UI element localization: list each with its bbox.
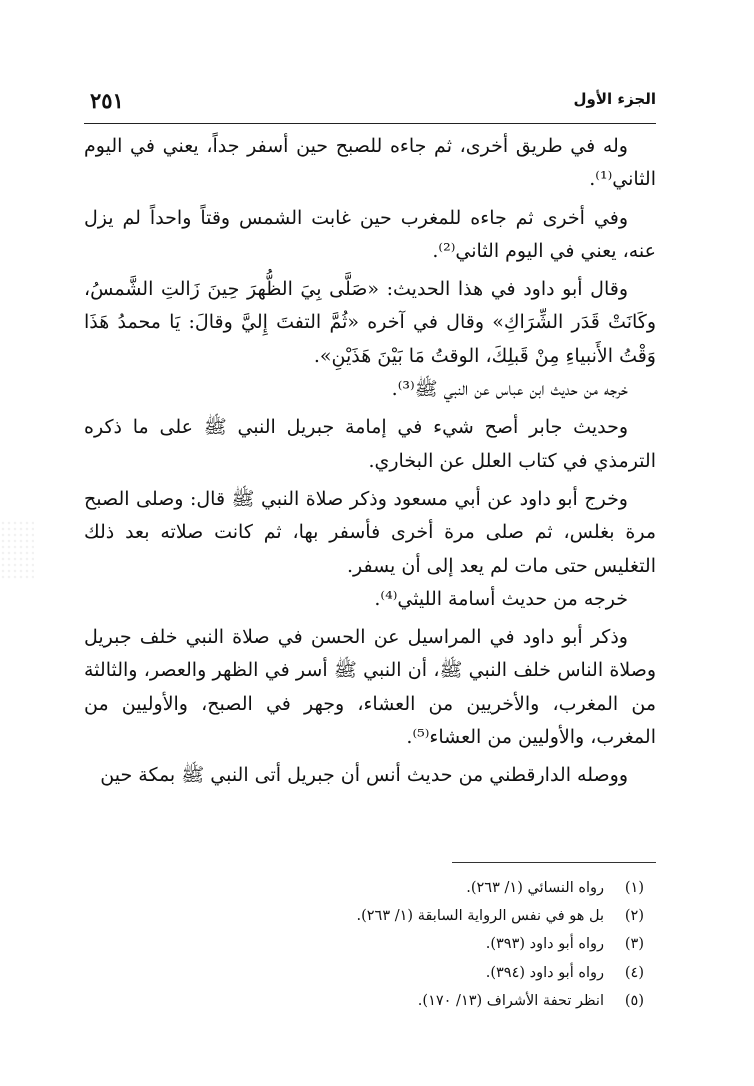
footnote [84, 902, 656, 930]
paragraph: وفي أخرى ثم جاءه للمغرب حين غابت الشمس وقتاً واحداً لم يزل عنه، يعني في اليوم الثاني⁽²⁾. [84, 206, 656, 262]
footnote-number: (٤) [624, 964, 644, 981]
footnotes [84, 874, 656, 1015]
paragraph: وحديث جابر أصح شيء في إمامة جبريل النبي ﷺ على ما ذكره الترمذي في كتاب العلل عن البخاري. [84, 416, 656, 472]
footnote-text: رواه أبو داود (٣٩٤). [485, 964, 604, 981]
footnote-number: (٥) [624, 992, 644, 1009]
paragraph: وخرج أبو داود عن أبي مسعود وذكر صلاة النبي ﷺ قال: وصلى الصبح مرة بغلس، ثم صلى مرة أخرى فأسفر بها، ثم كانت صلاته بعد ذلك التغليس حتى مات لم يعد إلى أن يسفر. [84, 487, 656, 577]
footnote-rule [452, 862, 656, 863]
footnote [84, 930, 656, 958]
footnote-text: بل هو في نفس الرواية السابقة (١/ ٢٦٣). [356, 908, 604, 925]
paragraph: ووصله الدارقطني من حديث أنس أن جبريل أتى النبي ﷺ بمكة حين [100, 764, 628, 787]
paragraph: وقال أبو داود في هذا الحديث: «صَلَّى بِيَ الظُّهرَ حِينَ زَالتِ الشَّمسُ، وكَانَتْ قَدَر الشِّرَاكِ» وقال في آخره «ثُمَّ التفتَ إِليَّ وقالَ: يَا محمدُ هَذَا وَقْتُ الأَنبياءِ مِنْ قَبلِكَ، الوقتُ مَا بَيْنَ هَذَيْنِ». [84, 278, 656, 367]
footnote-text: رواه أبو داود (٣٩٣). [485, 936, 604, 953]
footnote-text: انظر تحفة الأشراف (١٣/ ١٧٠). [417, 992, 604, 1009]
footnote-number: (١) [624, 880, 644, 896]
paragraph: خرجه من حديث ابن عباس عن النبي ﷺ⁽³⁾. [391, 378, 628, 401]
footnote-text: رواه النسائي (١/ ٢٦٣). [466, 880, 604, 896]
page-header [84, 80, 656, 120]
header-rule [84, 123, 656, 124]
running-title: الجزء الأول [573, 90, 656, 108]
footnote [84, 874, 656, 902]
paragraph: وله في طريق أخرى، ثم جاءه للصبح حين أسفر جداً، يعني في اليوم الثاني⁽¹⁾. [84, 135, 656, 191]
footnote [84, 987, 656, 1015]
main-text [84, 130, 656, 798]
paragraph: وذكر أبو داود في المراسيل عن الحسن في صلاة النبي خلف جبريل وصلاة الناس خلف النبي ﷺ، أن النبي ﷺ أسر في الظهر والعصر، والثالثة من المغرب، والأخريين من العشاء، وجهر في الصبح، والأوليين من المغرب، والأوليين من العشاء⁽⁵⁾. [84, 626, 656, 749]
footnote [84, 959, 656, 987]
footnote-number: (٢) [624, 908, 644, 925]
paragraph: خرجه من حديث أسامة الليثي⁽⁴⁾. [374, 587, 628, 610]
footnote-number: (٣) [624, 936, 644, 953]
page-number: ٢٥١ [90, 88, 124, 113]
scan-artifact [0, 520, 34, 580]
